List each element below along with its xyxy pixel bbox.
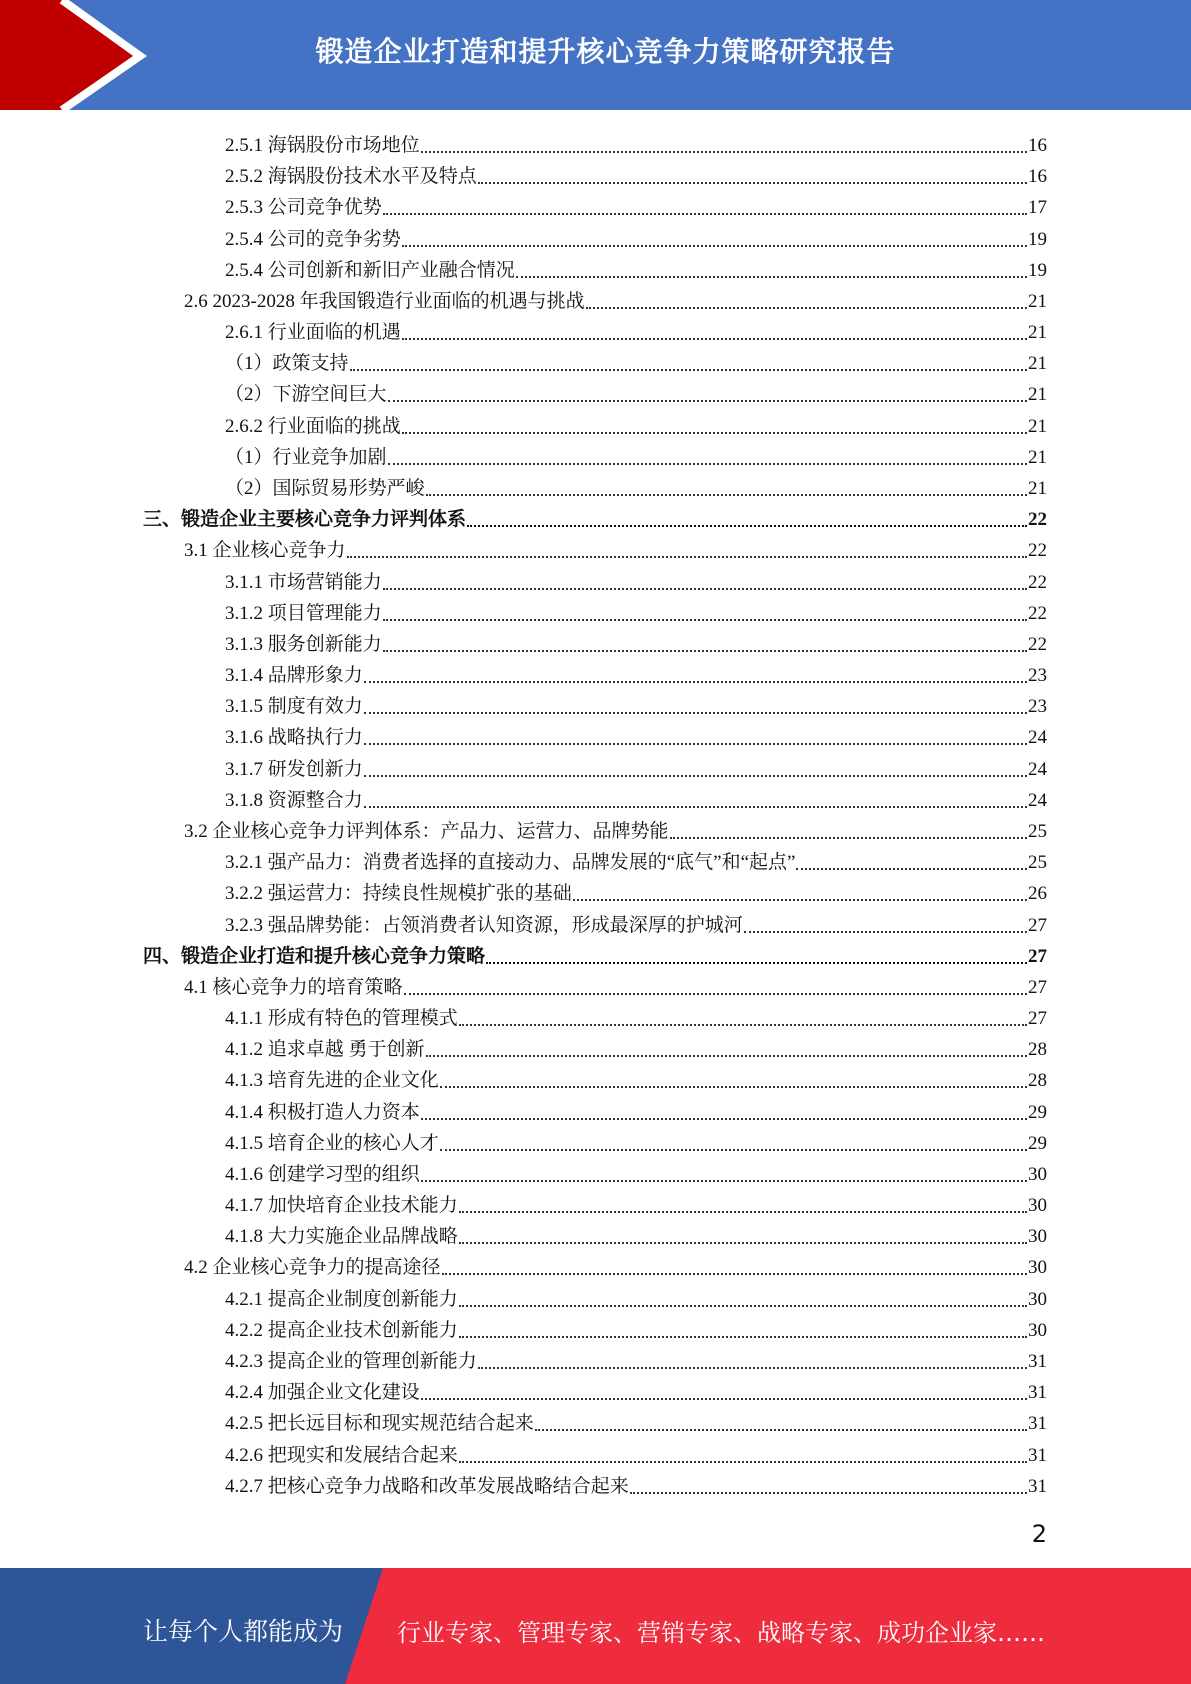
toc-entry-title: 4.2.3 提高企业的管理创新能力 (225, 1351, 477, 1373)
toc-dot-leader (630, 1492, 1027, 1494)
toc-entry[interactable] (225, 1124, 1047, 1155)
toc-entry-page: 30 (1028, 1195, 1047, 1217)
toc-dot-leader (478, 182, 1027, 184)
toc-dot-leader (516, 276, 1027, 278)
toc-dot-leader (347, 556, 1027, 558)
toc-entry[interactable] (225, 407, 1047, 438)
toc-entry[interactable] (225, 843, 1047, 874)
toc-entry-title: 3.2.3 强品牌势能：占领消费者认知资源，形成最深厚的护城河 (225, 914, 743, 936)
toc-entry[interactable] (184, 531, 1047, 562)
toc-dot-leader (421, 151, 1027, 153)
toc-entry-page: 22 (1028, 633, 1047, 655)
toc-entry-title: 2.6 2023-2028 年我国锻造行业面临的机遇与挑战 (184, 290, 585, 312)
toc-entry[interactable] (225, 1404, 1047, 1435)
toc-dot-leader (426, 494, 1027, 496)
toc-entry-page: 31 (1028, 1382, 1047, 1404)
toc-entry-page: 19 (1028, 228, 1047, 250)
toc-entry-title: 3.1.6 战略执行力 (225, 727, 363, 749)
toc-entry-title: 4.1.4 积极打造人力资本 (225, 1101, 420, 1123)
toc-dot-leader (459, 1242, 1027, 1244)
toc-entry-page: 31 (1028, 1444, 1047, 1466)
toc-dot-leader (486, 962, 1027, 964)
toc-dot-leader (404, 993, 1027, 995)
toc-entry[interactable] (225, 1030, 1047, 1061)
toc-entry-title: 4.1.1 形成有特色的管理模式 (225, 1008, 458, 1030)
toc-entry[interactable] (225, 1155, 1047, 1186)
toc-entry-title: 2.5.4 公司创新和新旧产业融合情况 (225, 259, 515, 281)
toc-entry-page: 16 (1028, 135, 1047, 156)
toc-entry[interactable] (225, 344, 1047, 375)
toc-entry[interactable] (184, 812, 1047, 843)
toc-entry[interactable] (225, 906, 1047, 937)
toc-entry[interactable] (225, 1311, 1047, 1342)
toc-entry-title: 4.1.3 培育先进的企业文化 (225, 1070, 439, 1092)
toc-entry-page: 16 (1028, 166, 1047, 188)
toc-dot-leader (383, 213, 1027, 215)
toc-entry[interactable] (225, 1467, 1047, 1498)
page-footer (0, 1568, 1191, 1684)
toc-entry-page: 21 (1028, 322, 1047, 344)
toc-entry-title: 4.1.7 加快培育企业技术能力 (225, 1195, 458, 1217)
toc-entry-page: 24 (1028, 727, 1047, 749)
toc-entry[interactable] (225, 1061, 1047, 1092)
toc-dot-leader (364, 775, 1027, 777)
toc-entry[interactable] (184, 968, 1047, 999)
toc-dot-leader (364, 681, 1027, 683)
toc-entry-title: 4.2.2 提高企业技术创新能力 (225, 1319, 458, 1341)
toc-entry-page: 30 (1028, 1288, 1047, 1310)
toc-dot-leader (350, 369, 1027, 371)
toc-entry-page: 26 (1028, 883, 1047, 905)
page-header (0, 0, 1191, 110)
toc-entry-title: 3.1.1 市场营销能力 (225, 571, 382, 593)
toc-entry-title: 4.2.5 把长远目标和现实规范结合起来 (225, 1413, 534, 1435)
toc-entry-title: 4.1.8 大力实施企业品牌战略 (225, 1226, 458, 1248)
toc-dot-leader (440, 1149, 1027, 1151)
toc-entry-title: 3.1.4 品牌形象力 (225, 665, 363, 687)
toc-entry[interactable] (225, 1436, 1047, 1467)
toc-entry[interactable] (225, 220, 1047, 251)
toc-dot-leader (459, 1305, 1027, 1307)
toc-entry-title: 4.1.2 追求卓越 勇于创新 (225, 1039, 425, 1061)
toc-dot-leader (459, 1336, 1027, 1338)
toc-entry-title: （1）行业竞争加剧 (225, 446, 387, 468)
toc-entry-page: 28 (1028, 1039, 1047, 1061)
toc-entry-title: 3.1 企业核心竞争力 (184, 540, 346, 562)
toc-entry-page: 29 (1028, 1101, 1047, 1123)
toc-entry[interactable] (225, 1373, 1047, 1404)
toc-dot-leader (388, 463, 1027, 465)
toc-entry-page: 31 (1028, 1413, 1047, 1435)
toc-entry-title: 四、锻造企业打造和提升核心竞争力策略 (143, 945, 486, 967)
toc-entry-title: 3.1.8 资源整合力 (225, 789, 363, 811)
toc-entry-page: 30 (1028, 1319, 1047, 1341)
toc-dot-leader (459, 1461, 1027, 1463)
toc-dot-leader (364, 806, 1027, 808)
toc-entry-page: 25 (1028, 852, 1047, 874)
toc-entry[interactable] (225, 1186, 1047, 1217)
toc-entry-title: 3.1.2 项目管理能力 (225, 602, 382, 624)
toc-entry[interactable] (225, 781, 1047, 812)
toc-entry[interactable] (225, 625, 1047, 656)
toc-entry-page: 30 (1028, 1163, 1047, 1185)
toc-dot-leader (383, 619, 1027, 621)
toc-entry-page: 27 (1028, 976, 1047, 998)
toc-entry-page: 21 (1028, 477, 1047, 499)
toc-entry-page: 25 (1028, 820, 1047, 842)
toc-dot-leader (478, 1367, 1027, 1369)
toc-entry[interactable] (225, 375, 1047, 406)
toc-dot-leader (440, 1086, 1027, 1088)
toc-entry[interactable] (225, 687, 1047, 718)
toc-entry-title: 2.6.1 行业面临的机遇 (225, 322, 401, 344)
toc-entry[interactable] (184, 282, 1047, 313)
toc-entry[interactable] (225, 1342, 1047, 1373)
toc-entry-title: 2.6.2 行业面临的挑战 (225, 415, 401, 437)
page-number: 2 (1031, 1520, 1047, 1548)
toc-entry-page: 23 (1028, 696, 1047, 718)
toc-entry-page: 21 (1028, 290, 1047, 312)
toc-entry-page: 30 (1028, 1257, 1047, 1279)
toc-dot-leader (421, 1398, 1027, 1400)
toc-entry-page: 28 (1028, 1070, 1047, 1092)
toc-dot-leader (586, 307, 1027, 309)
toc-entry-title: （2）下游空间巨大 (225, 384, 387, 406)
toc-entry[interactable] (225, 594, 1047, 625)
toc-dot-leader (467, 525, 1027, 527)
toc-entry-title: 3.1.7 研发创新力 (225, 758, 363, 780)
toc-entry[interactable] (225, 1093, 1047, 1124)
toc-entry-page: 21 (1028, 353, 1047, 375)
toc-dot-leader (364, 712, 1027, 714)
toc-dot-leader (383, 650, 1027, 652)
toc-dot-leader (796, 868, 1027, 870)
toc-entry[interactable] (225, 188, 1047, 219)
toc-dot-leader (364, 743, 1027, 745)
toc-entry[interactable] (225, 251, 1047, 282)
toc-entry-title: （1）政策支持 (225, 353, 349, 375)
toc-entry-title: 4.1 核心竞争力的培育策略 (184, 976, 403, 998)
toc-entry[interactable] (225, 1280, 1047, 1311)
toc-dot-leader (426, 1055, 1027, 1057)
toc-dot-leader (402, 432, 1027, 434)
toc-entry-title: 2.5.2 海锅股份技术水平及特点 (225, 166, 477, 188)
toc-entry-title: 3.2.1 强产品力：消费者选择的直接动力、品牌发展的“底气”和“起点” (225, 852, 796, 874)
toc-entry-title: 2.5.3 公司竞争优势 (225, 197, 382, 219)
toc-dot-leader (402, 338, 1027, 340)
toc-entry[interactable] (143, 500, 1047, 531)
toc-entry-page: 22 (1028, 509, 1047, 531)
toc-entry-title: 4.1.6 创建学习型的组织 (225, 1163, 420, 1185)
toc-dot-leader (402, 245, 1027, 247)
footer-expert-list: 行业专家、管理专家、营销专家、战略专家、成功企业家…… (397, 1619, 1045, 1647)
toc-entry-title: 2.5.1 海锅股份市场地位 (225, 135, 420, 156)
toc-entry[interactable] (225, 469, 1047, 500)
toc-dot-leader (383, 588, 1027, 590)
toc-entry-page: 29 (1028, 1132, 1047, 1154)
toc-dot-leader (459, 1211, 1027, 1213)
toc-entry-title: 4.2.4 加强企业文化建设 (225, 1382, 420, 1404)
toc-entry[interactable] (225, 563, 1047, 594)
toc-dot-leader (744, 931, 1027, 933)
toc-dot-leader (535, 1429, 1027, 1431)
toc-entry-page: 27 (1028, 945, 1047, 967)
toc-dot-leader (670, 837, 1027, 839)
toc-entry[interactable] (225, 999, 1047, 1030)
toc-entry[interactable] (225, 313, 1047, 344)
toc-entry[interactable] (184, 1248, 1047, 1279)
toc-entry-title: 4.2.6 把现实和发展结合起来 (225, 1444, 458, 1466)
toc-entry-title: 3.1.5 制度有效力 (225, 696, 363, 718)
report-title: 锻造企业打造和提升核心竞争力策略研究报告 (315, 35, 896, 68)
toc-entry-page: 17 (1028, 197, 1047, 219)
toc-entry-page: 21 (1028, 384, 1047, 406)
toc-entry-page: 21 (1028, 415, 1047, 437)
toc-entry-page: 24 (1028, 758, 1047, 780)
toc-entry[interactable] (225, 438, 1047, 469)
toc-entry-page: 23 (1028, 665, 1047, 687)
toc-entry-title: 4.2.1 提高企业制度创新能力 (225, 1288, 458, 1310)
toc-entry-page: 19 (1028, 259, 1047, 281)
toc-entry[interactable] (225, 1217, 1047, 1248)
toc-entry-title: 3.2 企业核心竞争力评判体系：产品力、运营力、品牌势能 (184, 820, 669, 842)
toc-entry[interactable] (225, 874, 1047, 905)
toc-entry-title: 三、锻造企业主要核心竞争力评判体系 (143, 509, 467, 531)
toc-dot-leader (388, 400, 1027, 402)
toc-entry-page: 27 (1028, 1008, 1047, 1030)
toc-entry[interactable] (225, 656, 1047, 687)
toc-entry-page: 31 (1028, 1351, 1047, 1373)
toc-dot-leader (459, 1024, 1027, 1026)
toc-entry-page: 22 (1028, 571, 1047, 593)
footer-slogan: 让每个人都能成为 (143, 1617, 344, 1646)
toc-entry-title: 3.1.3 服务创新能力 (225, 633, 382, 655)
toc-entry-title: 4.1.5 培育企业的核心人才 (225, 1132, 439, 1154)
toc-entry[interactable] (225, 718, 1047, 749)
toc-entry-page: 27 (1028, 914, 1047, 936)
toc-dot-leader (421, 1118, 1027, 1120)
toc-entry[interactable] (225, 750, 1047, 781)
toc-entry-page: 22 (1028, 540, 1047, 562)
toc-entry-title: （2）国际贸易形势严峻 (225, 477, 425, 499)
toc-entry-title: 3.2.2 强运营力：持续良性规模扩张的基础 (225, 883, 572, 905)
toc-entry-title: 4.2.7 把核心竞争力战略和改革发展战略结合起来 (225, 1475, 629, 1497)
toc-entry[interactable] (143, 937, 1047, 968)
toc-entry[interactable] (225, 126, 1047, 157)
toc-entry-page: 30 (1028, 1226, 1047, 1248)
toc-entry-page: 21 (1028, 446, 1047, 468)
toc-dot-leader (573, 899, 1027, 901)
toc-dot-leader (421, 1180, 1027, 1182)
toc-entry-page: 31 (1028, 1475, 1047, 1497)
toc-entry-title: 4.2 企业核心竞争力的提高途径 (184, 1257, 441, 1279)
toc-entry-page: 22 (1028, 602, 1047, 624)
toc-entry[interactable] (225, 157, 1047, 188)
toc-dot-leader (442, 1273, 1027, 1275)
toc-entry-page: 24 (1028, 789, 1047, 811)
toc-entry-title: 2.5.4 公司的竞争劣势 (225, 228, 401, 250)
